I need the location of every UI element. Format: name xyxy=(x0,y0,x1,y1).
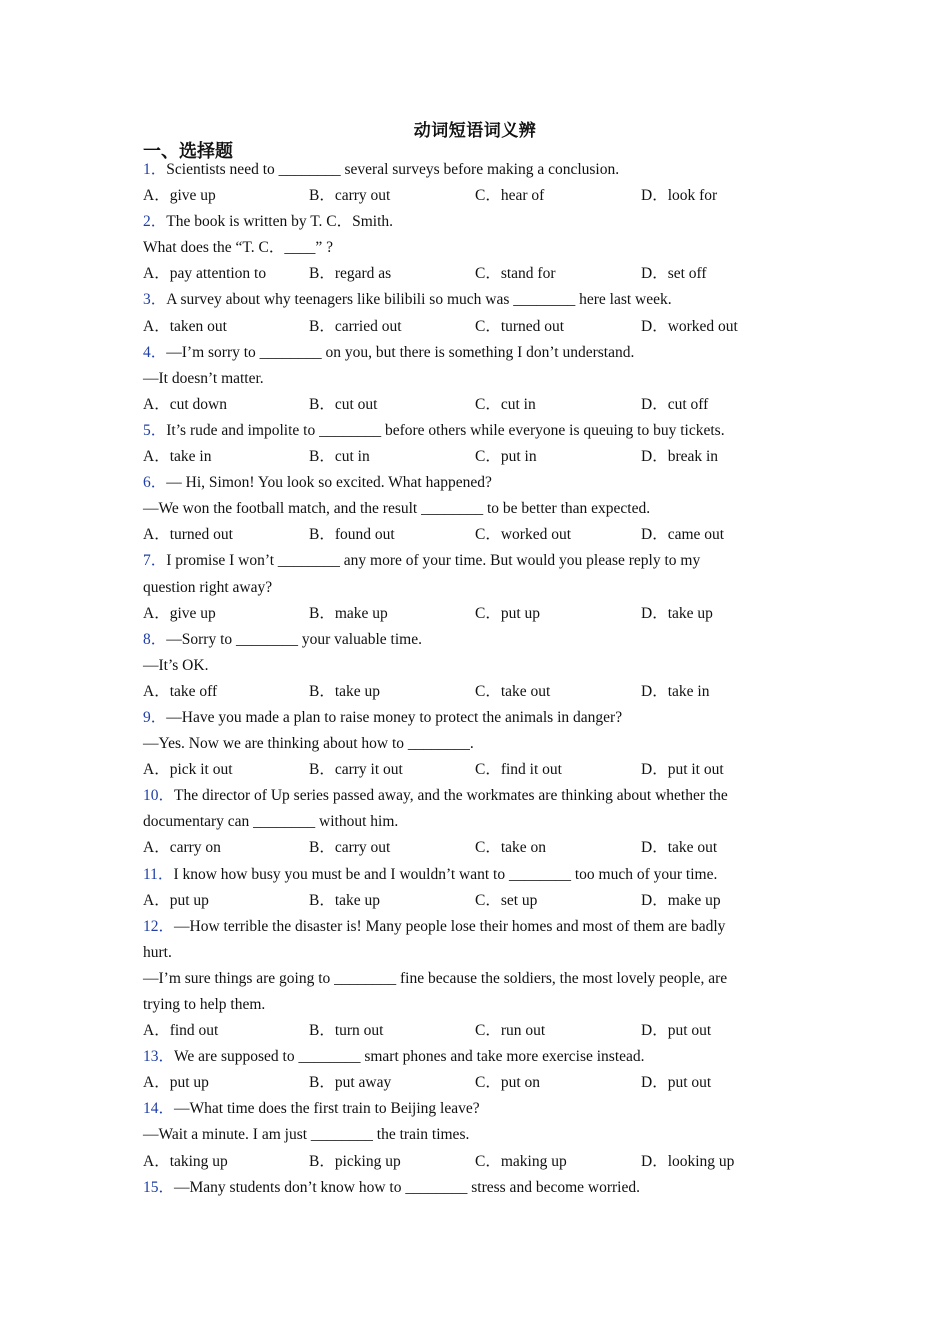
question-item xyxy=(143,783,783,861)
answer-option: A．put up xyxy=(143,891,209,909)
answer-option: B．turn out xyxy=(309,1022,384,1040)
question-item xyxy=(143,548,783,626)
question-text: —I’m sorry to ________ on you, but there is something I don’t understand. xyxy=(166,343,635,361)
answer-options xyxy=(143,261,783,287)
answer-option: A．put up xyxy=(143,1074,209,1092)
answer-option: C．stand for xyxy=(475,265,556,283)
answer-option: A．taken out xyxy=(143,317,227,335)
answer-option: C．put up xyxy=(475,604,541,622)
question-text: —I’m sure things are going to ________ fine because the soldiers, the most lovely people, are xyxy=(143,969,728,987)
answer-option: C．making up xyxy=(475,1152,567,1170)
answer-option: C．take out xyxy=(475,682,551,700)
answer-option: B．take up xyxy=(309,891,381,909)
question-text: I know how busy you must be and I wouldn’t want to ________ too much of your time. xyxy=(173,865,718,883)
question-item xyxy=(143,418,783,470)
question-number: 2． xyxy=(143,213,167,231)
question-stem xyxy=(143,705,783,731)
answer-option: D．came out xyxy=(641,526,725,544)
answer-option: D．looking up xyxy=(641,1152,735,1170)
question-text: The director of Up series passed away, and the workmates are thinking about whether the xyxy=(174,787,728,805)
answer-option: A．find out xyxy=(143,1022,219,1040)
question-item xyxy=(143,1175,783,1201)
question-stem xyxy=(143,548,783,574)
question-stem xyxy=(143,914,783,940)
answer-option: B．make up xyxy=(309,604,388,622)
answer-option: C．cut in xyxy=(475,395,536,413)
section-heading: 一、选择题 xyxy=(143,141,233,162)
answer-option: D．put it out xyxy=(641,761,724,779)
question-item xyxy=(143,287,783,339)
answer-options xyxy=(143,601,783,627)
answer-option: D．take in xyxy=(641,682,710,700)
question-number: 12． xyxy=(143,917,175,935)
answer-option: C．put on xyxy=(475,1074,541,1092)
question-text: — Hi, Simon! You look so excited. What happened? xyxy=(166,474,492,492)
question-text: —Many students don’t know how to ________ stress and become worried. xyxy=(174,1178,640,1196)
question-item xyxy=(143,1096,783,1174)
question-stem-continued xyxy=(143,1122,783,1148)
question-stem xyxy=(143,862,783,888)
question-stem xyxy=(143,627,783,653)
answer-option: D．put out xyxy=(641,1074,712,1092)
question-text: —How terrible the disaster is! Many people lose their homes and most of them are badly xyxy=(174,917,726,935)
answer-option: A．take off xyxy=(143,682,218,700)
question-stem xyxy=(143,157,783,183)
question-stem xyxy=(143,1175,783,1201)
question-item xyxy=(143,157,783,209)
answer-option: B．found out xyxy=(309,526,395,544)
question-text: The book is written by T. C．Smith. xyxy=(166,213,394,231)
question-item xyxy=(143,914,783,1044)
answer-options xyxy=(143,1070,783,1096)
question-number: 9． xyxy=(143,708,167,726)
answer-option: A．give up xyxy=(143,604,216,622)
answer-option: B．carried out xyxy=(309,317,402,335)
question-stem-continued xyxy=(143,235,783,261)
question-stem xyxy=(143,209,783,235)
answer-option: A．give up xyxy=(143,187,216,205)
question-stem xyxy=(143,287,783,313)
question-number: 3． xyxy=(143,291,167,309)
answer-option: C．worked out xyxy=(475,526,572,544)
answer-options xyxy=(143,1018,783,1044)
answer-option: D．cut off xyxy=(641,395,709,413)
question-item xyxy=(143,340,783,418)
question-item xyxy=(143,209,783,287)
answer-options xyxy=(143,679,783,705)
answer-option: C．put in xyxy=(475,448,537,466)
question-stem-continued xyxy=(143,575,783,601)
answer-option: C．take on xyxy=(475,839,547,857)
answer-option: C．run out xyxy=(475,1022,546,1040)
answer-option: D．take up xyxy=(641,604,713,622)
question-list xyxy=(143,157,783,1201)
answer-option: C．find it out xyxy=(475,761,562,779)
answer-options xyxy=(143,757,783,783)
answer-option: D．make up xyxy=(641,891,721,909)
question-text: —We won the football match, and the result ________ to be better than expected. xyxy=(143,500,651,518)
answer-option: A．carry on xyxy=(143,839,221,857)
answer-option: D．break in xyxy=(641,448,719,466)
question-item xyxy=(143,470,783,548)
question-stem xyxy=(143,340,783,366)
document-title: 动词短语词义辨 xyxy=(413,121,537,141)
question-number: 5． xyxy=(143,421,167,439)
answer-option: C．hear of xyxy=(475,187,545,205)
question-text: hurt. xyxy=(143,943,172,961)
question-number: 10． xyxy=(143,787,175,805)
question-stem-continued xyxy=(143,366,783,392)
answer-options xyxy=(143,314,783,340)
question-stem-continued xyxy=(143,731,783,757)
answer-option: D．take out xyxy=(641,839,718,857)
answer-option: A．pay attention to xyxy=(143,265,267,283)
question-stem-continued xyxy=(143,809,783,835)
question-stem xyxy=(143,783,783,809)
answer-option: B．carry out xyxy=(309,839,391,857)
question-text: A survey about why teenagers like bilibili so much was ________ here last week. xyxy=(166,291,672,309)
question-stem xyxy=(143,418,783,444)
question-stem-continued xyxy=(143,940,783,966)
question-text: We are supposed to ________ smart phones and take more exercise instead. xyxy=(174,1048,645,1066)
answer-option: A．cut down xyxy=(143,395,227,413)
question-item xyxy=(143,705,783,783)
answer-option: B．cut in xyxy=(309,448,370,466)
question-stem-continued xyxy=(143,653,783,679)
question-stem xyxy=(143,1044,783,1070)
answer-option: B．carry it out xyxy=(309,761,403,779)
question-text: question right away? xyxy=(143,578,273,596)
question-number: 13． xyxy=(143,1048,175,1066)
question-item xyxy=(143,627,783,705)
question-number: 11． xyxy=(143,865,174,883)
question-item xyxy=(143,862,783,914)
question-stem xyxy=(143,1096,783,1122)
answer-options xyxy=(143,1149,783,1175)
question-text: I promise I won’t ________ any more of your time. But would you please reply to my xyxy=(166,552,701,570)
answer-options xyxy=(143,444,783,470)
answer-option: B．carry out xyxy=(309,187,391,205)
answer-option: B．cut out xyxy=(309,395,378,413)
answer-options xyxy=(143,183,783,209)
question-number: 4． xyxy=(143,343,167,361)
question-text: —Sorry to ________ your valuable time. xyxy=(166,630,422,648)
question-text: —Wait a minute. I am just ________ the train times. xyxy=(143,1126,470,1144)
question-stem-continued xyxy=(143,966,783,992)
question-number: 15． xyxy=(143,1178,175,1196)
question-number: 14． xyxy=(143,1100,175,1118)
question-text: It’s rude and impolite to ________ before others while everyone is queuing to buy tickets. xyxy=(166,421,725,439)
question-number: 8． xyxy=(143,630,167,648)
question-text: —It’s OK. xyxy=(143,656,209,674)
answer-option: B．regard as xyxy=(309,265,392,283)
question-number: 1． xyxy=(143,161,167,178)
answer-options xyxy=(143,835,783,861)
question-stem-continued xyxy=(143,992,783,1018)
answer-options xyxy=(143,392,783,418)
answer-options xyxy=(143,888,783,914)
question-number: 6． xyxy=(143,474,167,492)
answer-option: A．pick it out xyxy=(143,761,233,779)
answer-option: D．set off xyxy=(641,265,707,283)
question-text: —It doesn’t matter. xyxy=(143,369,264,387)
answer-option: D．look for xyxy=(641,187,718,205)
answer-option: B．take up xyxy=(309,682,381,700)
answer-option: D．put out xyxy=(641,1022,712,1040)
question-stem xyxy=(143,470,783,496)
answer-option: B．put away xyxy=(309,1074,392,1092)
answer-option: A．take in xyxy=(143,448,212,466)
answer-option: C．set up xyxy=(475,891,538,909)
question-text: —Have you made a plan to raise money to protect the animals in danger? xyxy=(166,708,623,726)
question-text: trying to help them. xyxy=(143,996,266,1013)
answer-option: A．turned out xyxy=(143,526,233,544)
question-item xyxy=(143,1044,783,1096)
answer-option: B．picking up xyxy=(309,1152,401,1170)
answer-option: A．taking up xyxy=(143,1152,228,1170)
question-text: —What time does the first train to Beijing leave? xyxy=(174,1100,480,1118)
question-text: What does the “T. C．____” ? xyxy=(143,239,333,257)
question-stem-continued xyxy=(143,496,783,522)
question-text: Scientists need to ________ several surveys before making a conclusion. xyxy=(166,161,620,178)
question-text: —Yes. Now we are thinking about how to ________. xyxy=(143,735,474,753)
question-text: documentary can ________ without him. xyxy=(143,813,399,831)
answer-option: D．worked out xyxy=(641,317,738,335)
answer-options xyxy=(143,522,783,548)
answer-option: C．turned out xyxy=(475,317,565,335)
question-number: 7． xyxy=(143,552,167,570)
